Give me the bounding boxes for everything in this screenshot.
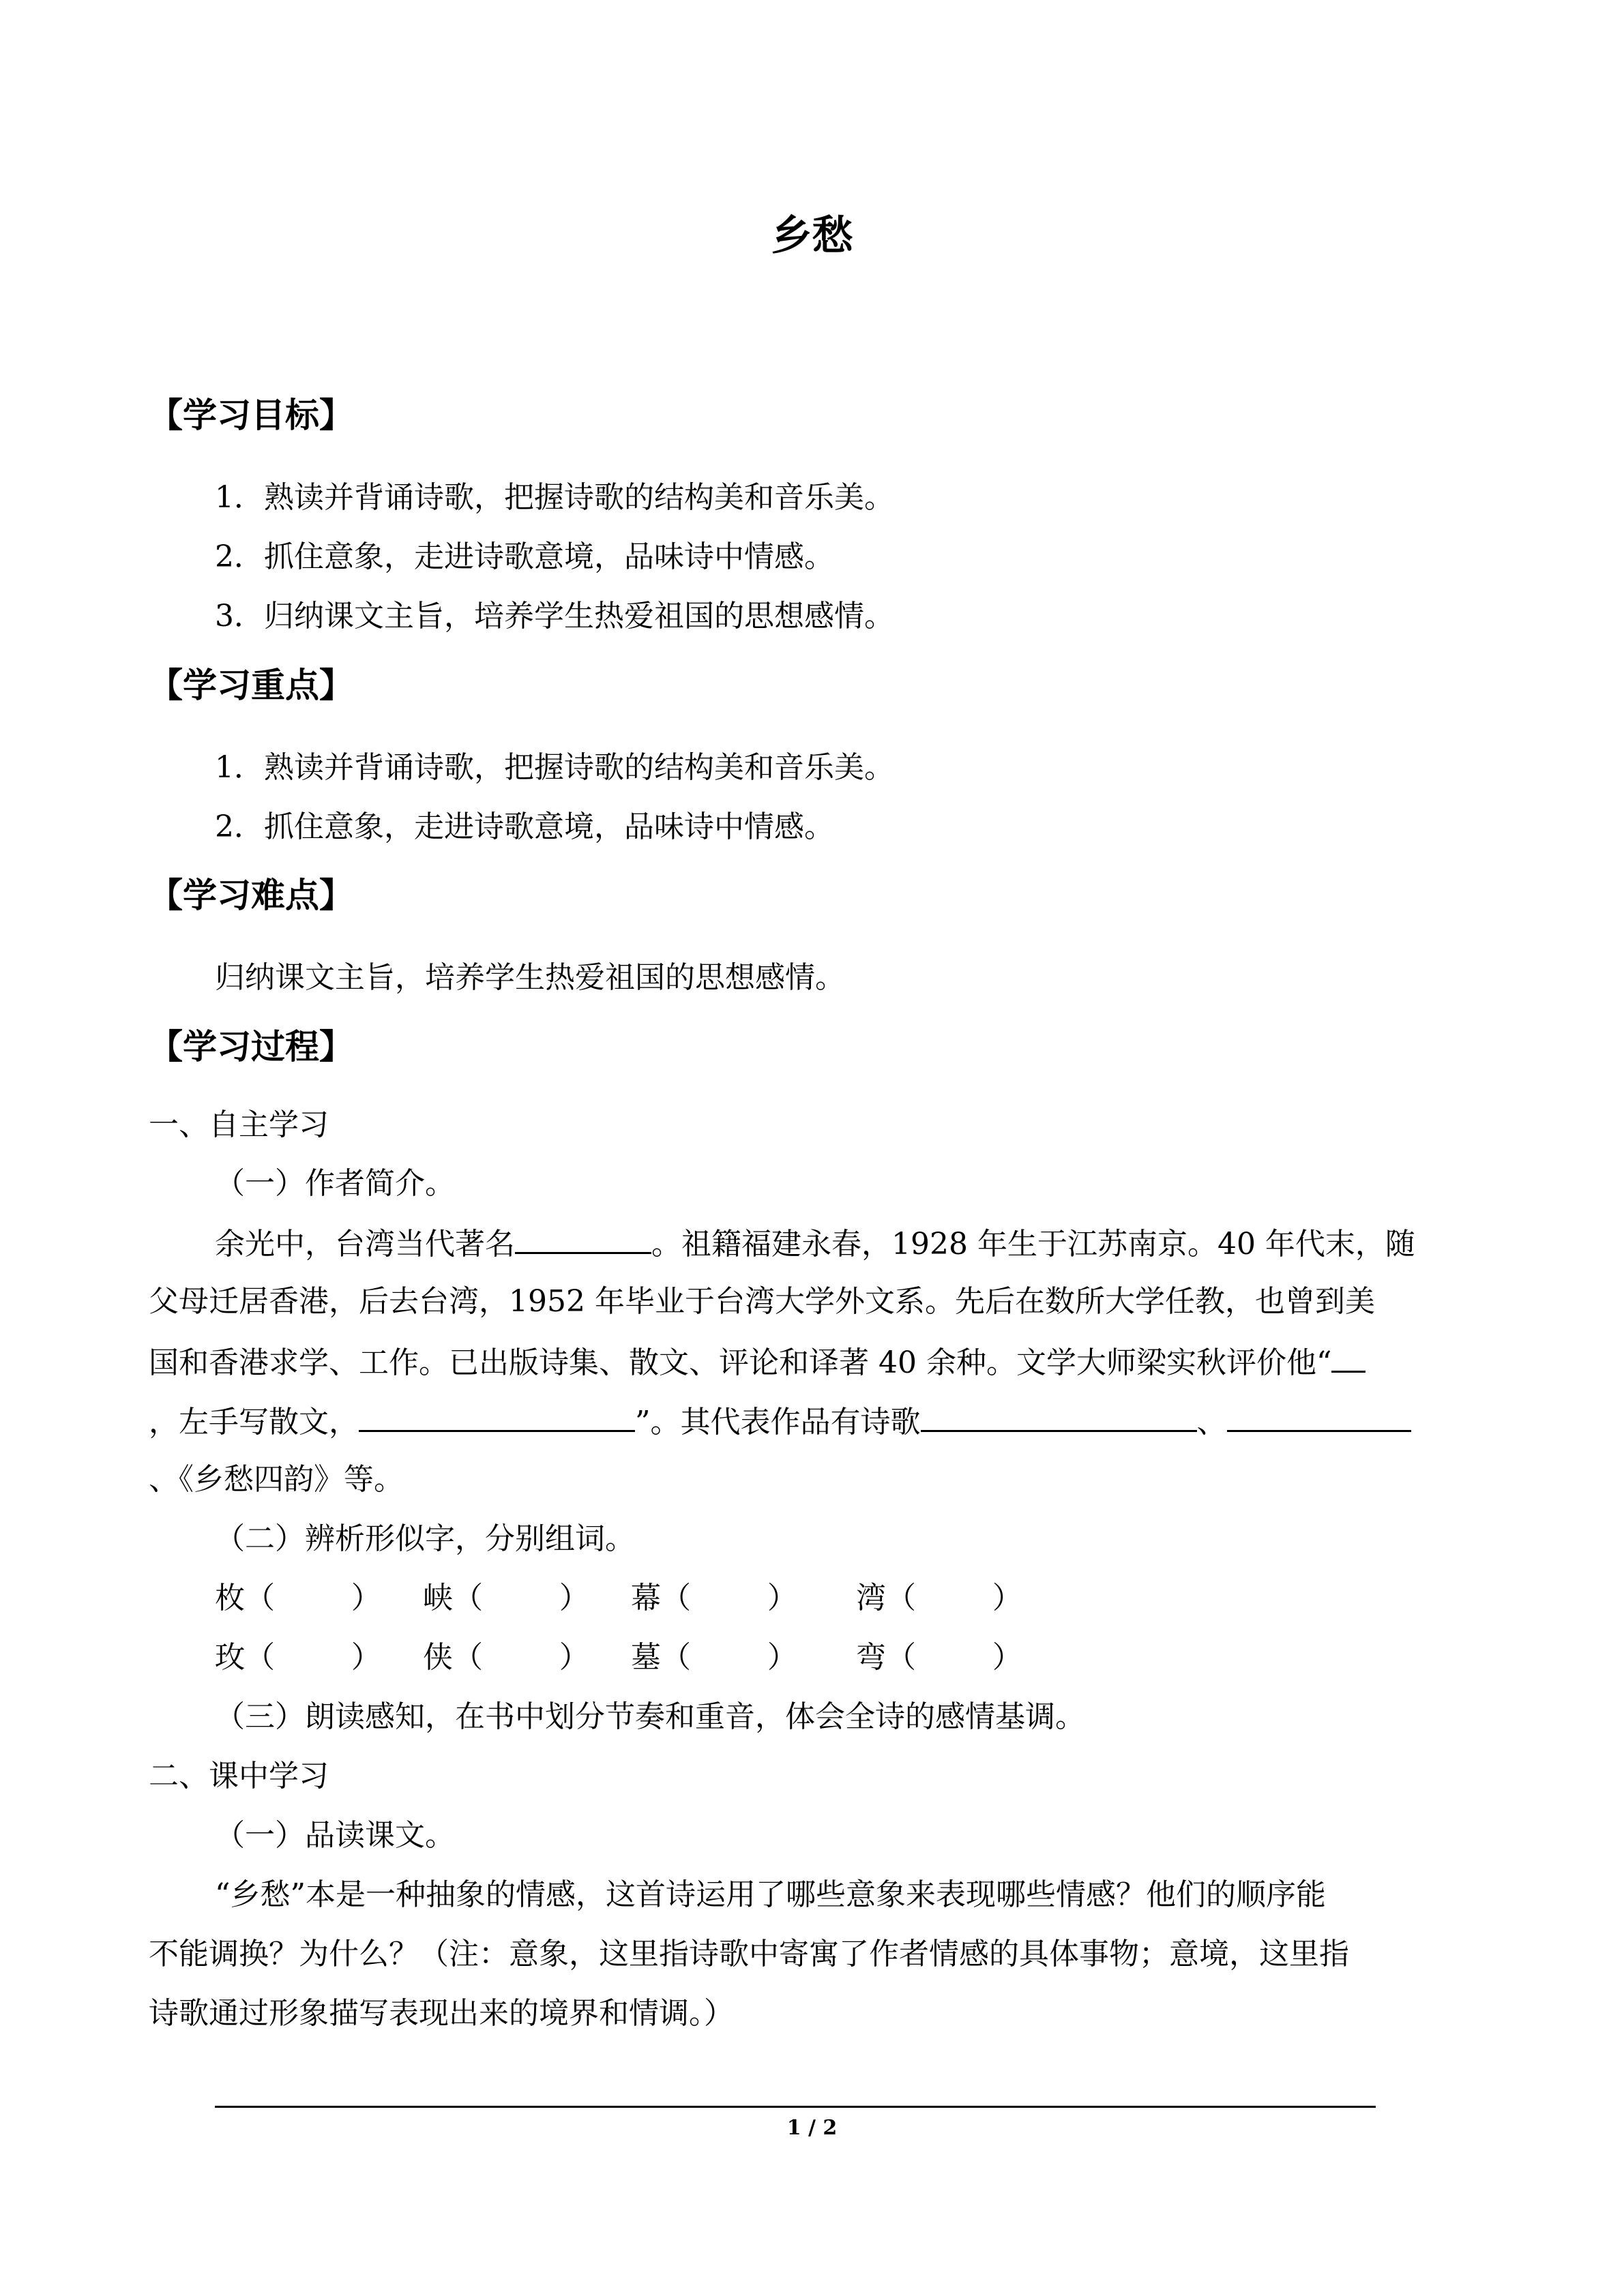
char-pair-item: 墓（ ） bbox=[631, 1640, 797, 1675]
part-title-in-class: 二、课中学习 bbox=[149, 1759, 329, 1793]
goal-item: 1．熟读并背诵诗歌，把握诗歌的结构美和音乐美。 bbox=[215, 480, 894, 515]
key-point-item: 1．熟读并背诵诗歌，把握诗歌的结构美和音乐美。 bbox=[215, 750, 894, 785]
question-line-1: “乡愁”本是一种抽象的情感，这首诗运用了哪些意象来表现哪些情感？他们的顺序能 bbox=[215, 1877, 1326, 1912]
difficulty-item: 归纳课文主旨，培养学生热爱祖国的思想感情。 bbox=[215, 960, 845, 995]
fill-blank[interactable] bbox=[921, 1400, 1197, 1432]
fill-blank[interactable] bbox=[359, 1400, 635, 1432]
char-pair-item: 峡（ ） bbox=[423, 1581, 589, 1615]
author-text: 、 bbox=[1196, 1405, 1227, 1440]
char-pair-item: 湾（ ） bbox=[856, 1581, 1022, 1615]
author-paragraph-line-1 bbox=[215, 1222, 1415, 1265]
char-pair-item: 枚（ ） bbox=[215, 1581, 381, 1615]
fill-blank[interactable] bbox=[515, 1222, 651, 1254]
char-pair-item: 幕（ ） bbox=[631, 1581, 797, 1615]
section-heading-key-points: 【学习重点】 bbox=[149, 666, 353, 705]
fill-blank[interactable] bbox=[1331, 1341, 1365, 1373]
char-pair-item: 玫（ ） bbox=[215, 1640, 381, 1675]
footer-divider bbox=[215, 2106, 1376, 2108]
key-point-item: 2．抓住意象，走进诗歌意境，品味诗中情感。 bbox=[215, 809, 834, 844]
subsection-similar-chars: （二）辨析形似字，分别组词。 bbox=[215, 1521, 635, 1556]
fill-blank[interactable] bbox=[1227, 1400, 1411, 1432]
author-paragraph-line-2: 父母迁居香港，后去台湾，1952 年毕业于台湾大学外文系。先后在数所大学任教，也曾到美 bbox=[149, 1284, 1375, 1319]
section-heading-goals: 【学习目标】 bbox=[149, 396, 353, 435]
author-text: ”。其代表作品有诗歌 bbox=[635, 1405, 921, 1440]
subsection-reading: （三）朗读感知，在书中划分节奏和重音，体会全诗的感情基调。 bbox=[215, 1699, 1085, 1734]
author-paragraph-line-4 bbox=[149, 1400, 1411, 1443]
question-line-2: 不能调换？为什么？（注：意象，这里指诗歌中寄寓了作者情感的具体事物；意境，这里指 bbox=[149, 1937, 1349, 1971]
goal-item: 3．归纳课文主旨，培养学生热爱祖国的思想感情。 bbox=[215, 599, 894, 633]
char-pair-item: 侠（ ） bbox=[423, 1640, 589, 1675]
section-heading-difficulties: 【学习难点】 bbox=[149, 876, 353, 915]
author-paragraph-line-3 bbox=[149, 1341, 1365, 1384]
subsection-author-intro: （一）作者简介。 bbox=[215, 1166, 455, 1201]
author-paragraph-line-5: 、《乡愁四韵》等。 bbox=[149, 1462, 404, 1497]
question-line-3: 诗歌通过形象描写表现出来的境界和情调。） bbox=[149, 1996, 734, 2031]
page-title: 乡愁 bbox=[771, 212, 853, 260]
author-text: 国和香港求学、工作。已出版诗集、散文、评论和译著 40 余种。文学大师梁实秋评价他“ bbox=[149, 1345, 1332, 1380]
author-text: ，左手写散文， bbox=[149, 1405, 359, 1440]
goal-item: 2．抓住意象，走进诗歌意境，品味诗中情感。 bbox=[215, 539, 834, 574]
part-title-self-study: 一、自主学习 bbox=[149, 1107, 329, 1142]
char-pair-item: 弯（ ） bbox=[856, 1640, 1022, 1675]
author-text: 余光中，台湾当代著名 bbox=[215, 1227, 515, 1262]
section-heading-process: 【学习过程】 bbox=[149, 1027, 353, 1067]
subsection-text-study: （一）品读课文。 bbox=[215, 1818, 455, 1853]
author-text: 。祖籍福建永春，1928 年生于江苏南京。40 年代末，随 bbox=[651, 1227, 1415, 1262]
page-number: 1 / 2 bbox=[786, 2116, 838, 2140]
